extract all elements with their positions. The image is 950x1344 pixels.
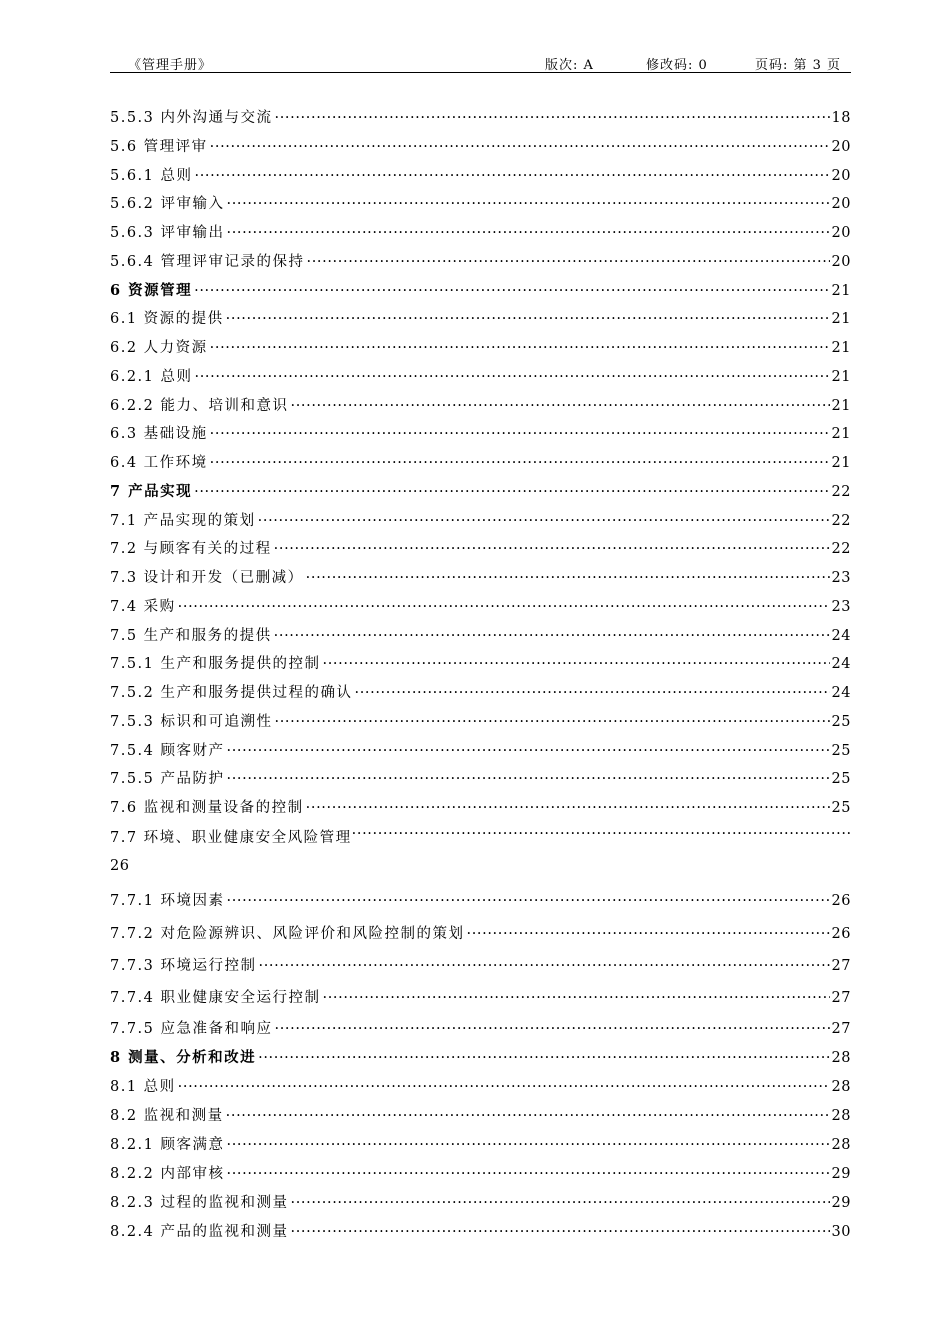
- toc-entry-title: 7.5.2 生产和服务提供过程的确认: [110, 685, 353, 701]
- toc-leader-dots: [210, 453, 830, 473]
- toc-entry-page: 21: [831, 455, 851, 471]
- toc-leader-dots: [291, 396, 830, 416]
- toc-entry[interactable]: [110, 394, 851, 416]
- toc-entry-title: 5.6.2 评审输入: [110, 196, 225, 213]
- toc-entry-page: 20: [831, 196, 851, 213]
- toc-leader-dots: [195, 367, 830, 387]
- toc-entry-title: 6.4 工作环境: [110, 455, 208, 471]
- toc-entry-page: 27: [831, 990, 851, 1006]
- toc-entry[interactable]: [110, 250, 851, 272]
- toc-leader-dots: [275, 712, 830, 732]
- toc-entry-page: 21: [831, 368, 851, 385]
- toc-entry-title: 7.7.5 应急准备和响应: [110, 1021, 273, 1037]
- toc-entry-page: 20: [831, 138, 851, 155]
- toc-entry-title: 7.7.3 环境运行控制: [110, 958, 257, 974]
- document-title: 《管理手册》: [128, 58, 213, 73]
- toc-entry[interactable]: [110, 1046, 851, 1068]
- toc-entry-page: 25: [831, 713, 851, 730]
- toc-entry-title: 7.5.5 产品防护: [110, 771, 225, 788]
- toc-entry-page: 25: [831, 800, 851, 816]
- toc-entry-page: 20: [831, 167, 851, 184]
- revision-label: 修改码: 0: [646, 58, 708, 73]
- toc-entry[interactable]: [110, 1133, 851, 1155]
- toc-entry-title: 8.2.3 过程的监视和测量: [110, 1195, 289, 1211]
- toc-entry-title: 8.2.4 产品的监视和测量: [110, 1224, 289, 1240]
- toc-entry-page: 21: [831, 282, 851, 299]
- toc-entry-title: 8.1 总则: [110, 1079, 176, 1095]
- toc-leader-dots: [275, 1019, 830, 1039]
- toc-leader-dots: [258, 1048, 829, 1068]
- toc-leader-dots: [194, 482, 829, 502]
- toc-entry-title: 7.5 生产和服务的提供: [110, 627, 272, 644]
- toc-leader-dots: [274, 539, 830, 559]
- toc-entry-title: 5.6.3 评审输出: [110, 225, 225, 241]
- toc-entry-title: 7.7.2 对危险源辨识、风险评价和风险控制的策划: [110, 926, 465, 942]
- toc-leader-dots: [291, 1193, 830, 1213]
- toc-leader-dots: [291, 1222, 830, 1242]
- toc-entry[interactable]: [110, 537, 851, 559]
- toc-entry[interactable]: [110, 710, 851, 732]
- toc-entry-title: 7.5.3 标识和可追溯性: [110, 713, 273, 730]
- toc-entry-title: 8.2 监视和测量: [110, 1108, 224, 1124]
- toc-entry-page: 20: [831, 225, 851, 241]
- toc-leader-dots: [227, 1135, 830, 1155]
- toc-entry-page: 26: [831, 926, 851, 942]
- toc-entry[interactable]: [110, 1220, 851, 1242]
- toc-entry[interactable]: [110, 1191, 851, 1213]
- toc-entry-page: 21: [831, 426, 851, 443]
- toc-entry-title: 7.7 环境、职业健康安全风险管理: [110, 830, 352, 846]
- toc-entry[interactable]: [110, 365, 851, 387]
- toc-leader-dots: [274, 626, 830, 646]
- toc-entry[interactable]: [110, 1075, 851, 1097]
- toc-entry[interactable]: [110, 221, 851, 243]
- toc-entry[interactable]: [110, 480, 851, 502]
- toc-entry[interactable]: [110, 509, 851, 531]
- toc-entry-page: 21: [831, 340, 851, 356]
- toc-entry[interactable]: [110, 451, 851, 473]
- toc-leader-dots: [227, 194, 830, 214]
- toc-entry-title: 7.5.4 顾客财产: [110, 742, 225, 759]
- toc-entry-page: 21: [831, 311, 851, 328]
- toc-entry-title: 6 资源管理: [110, 281, 193, 299]
- toc-entry[interactable]: [110, 739, 851, 761]
- version-label: 版次: A: [545, 58, 594, 73]
- toc-entry-page: 30: [831, 1224, 851, 1240]
- toc-entry[interactable]: [110, 279, 851, 301]
- toc-entry-title: 7.6 监视和测量设备的控制: [110, 800, 304, 816]
- toc-leader-dots: [355, 683, 830, 703]
- toc-entry[interactable]: [110, 1017, 851, 1039]
- toc-entry-title: 6.2 人力资源: [110, 340, 208, 356]
- toc-leader-dots: [227, 741, 830, 761]
- toc-entry[interactable]: [110, 307, 851, 329]
- toc-leader-dots: [194, 281, 829, 301]
- toc-leader-dots: [323, 988, 830, 1008]
- toc-entry[interactable]: [110, 164, 851, 186]
- toc-entry-title: 6.3 基础设施: [110, 426, 208, 443]
- toc-leader-dots: [210, 338, 830, 358]
- toc-entry-title: 8.2.1 顾客满意: [110, 1137, 225, 1153]
- toc-entry-title: 7.1 产品实现的策划: [110, 512, 256, 529]
- toc-entry[interactable]: [110, 681, 851, 703]
- toc-entry[interactable]: [110, 135, 851, 157]
- toc-leader-dots: [227, 223, 830, 243]
- toc-entry-title: 5.6.4 管理评审记录的保持: [110, 253, 305, 270]
- toc-entry-page: 21: [831, 397, 851, 414]
- toc-entry-page: 24: [831, 656, 851, 673]
- toc-leader-dots: [178, 597, 830, 617]
- toc-entry-page: 22: [831, 541, 851, 558]
- toc-leader-dots: [178, 1077, 830, 1097]
- toc-entry-title: 7.2 与顾客有关的过程: [110, 541, 272, 558]
- toc-entry-page: 27: [831, 958, 851, 974]
- toc-entry-page: 28: [831, 1108, 851, 1124]
- toc-entry-page: 20: [831, 253, 851, 270]
- toc-leader-dots: [467, 924, 830, 944]
- toc-leader-dots: [306, 568, 830, 588]
- toc-entry-title: 7.7.4 职业健康安全运行控制: [110, 990, 321, 1006]
- toc-entry-page: 28: [831, 1079, 851, 1095]
- toc-entry-title: 7 产品实现: [110, 482, 193, 500]
- toc-entry[interactable]: [110, 954, 851, 976]
- toc-entry[interactable]: [110, 624, 851, 646]
- toc-entry-title: 5.6 管理评审: [110, 138, 208, 155]
- toc-entry[interactable]: [110, 889, 851, 911]
- toc-leader-dots: [227, 769, 830, 789]
- toc-leader-dots: [210, 424, 830, 444]
- toc-entry[interactable]: [110, 652, 851, 674]
- toc-entry-title: 7.7.1 环境因素: [110, 893, 225, 909]
- toc-entry-wrapped[interactable]: [110, 826, 851, 874]
- toc-entry-page: 24: [831, 627, 851, 644]
- toc-leader-dots: [258, 511, 830, 531]
- toc-entry-page: 28: [831, 1137, 851, 1153]
- toc-entry-title: 7.4 采购: [110, 598, 176, 615]
- toc-entry-title: 7.3 设计和开发（已删减）: [110, 570, 304, 586]
- toc-entry[interactable]: [110, 986, 851, 1008]
- toc-entry-page: 27: [831, 1021, 851, 1037]
- toc-entry-title: 5.6.1 总则: [110, 167, 193, 184]
- toc-entry-page: 29: [831, 1195, 851, 1211]
- toc-leader-dots: [226, 1106, 830, 1126]
- page-header: [110, 52, 851, 73]
- toc-leader-dots: [210, 137, 830, 157]
- toc-entry-title: 6.2.1 总则: [110, 368, 193, 385]
- toc-entry-page: 22: [831, 512, 851, 529]
- toc-entry-page: 18: [831, 110, 851, 126]
- toc-entry-page: 22: [831, 483, 851, 500]
- toc-entry[interactable]: [110, 106, 851, 128]
- toc-leader-dots: [352, 826, 851, 846]
- toc-leader-dots: [227, 891, 830, 911]
- toc-entry-page: 25: [831, 771, 851, 788]
- toc-entry-title: 5.5.3 内外沟通与交流: [110, 110, 273, 126]
- toc-leader-dots: [226, 309, 830, 329]
- toc-entry-title: 6.2.2 能力、培训和意识: [110, 397, 289, 414]
- toc-entry[interactable]: [110, 922, 851, 944]
- toc-entry[interactable]: [110, 566, 851, 588]
- page-number-label: 页码: 第 3 页: [755, 58, 842, 73]
- toc-entry-title: 7.5.1 生产和服务提供的控制: [110, 656, 321, 673]
- toc-leader-dots: [307, 252, 830, 272]
- toc-entry[interactable]: [110, 796, 851, 818]
- toc-entry[interactable]: [110, 336, 851, 358]
- toc-entry[interactable]: [110, 767, 851, 789]
- toc-entry[interactable]: [110, 1162, 851, 1184]
- toc-entry[interactable]: [110, 422, 851, 444]
- toc-leader-dots: [306, 798, 830, 818]
- toc-entry[interactable]: [110, 595, 851, 617]
- toc-leader-dots: [323, 654, 830, 674]
- toc-entry-page: 23: [831, 598, 851, 615]
- toc-entry-title: 6.1 资源的提供: [110, 311, 224, 328]
- toc-entry-page: 26: [831, 893, 851, 909]
- toc-entry[interactable]: [110, 192, 851, 214]
- toc-leader-dots: [227, 1164, 830, 1184]
- toc-entry-title: 8 测量、分析和改进: [110, 1049, 257, 1066]
- toc-entry[interactable]: [110, 1104, 851, 1126]
- toc-leader-dots: [275, 108, 830, 128]
- toc-leader-dots: [259, 956, 830, 976]
- toc-leader-dots: [195, 166, 830, 186]
- toc-entry-page: 24: [831, 685, 851, 701]
- toc-entry-title: 8.2.2 内部审核: [110, 1166, 225, 1182]
- toc-entry-page: 29: [831, 1166, 851, 1182]
- toc-entry-page: 26: [110, 858, 130, 874]
- toc-entry-page: 23: [831, 570, 851, 586]
- toc-entry-page: 25: [831, 742, 851, 759]
- toc-entry-page: 28: [831, 1050, 851, 1066]
